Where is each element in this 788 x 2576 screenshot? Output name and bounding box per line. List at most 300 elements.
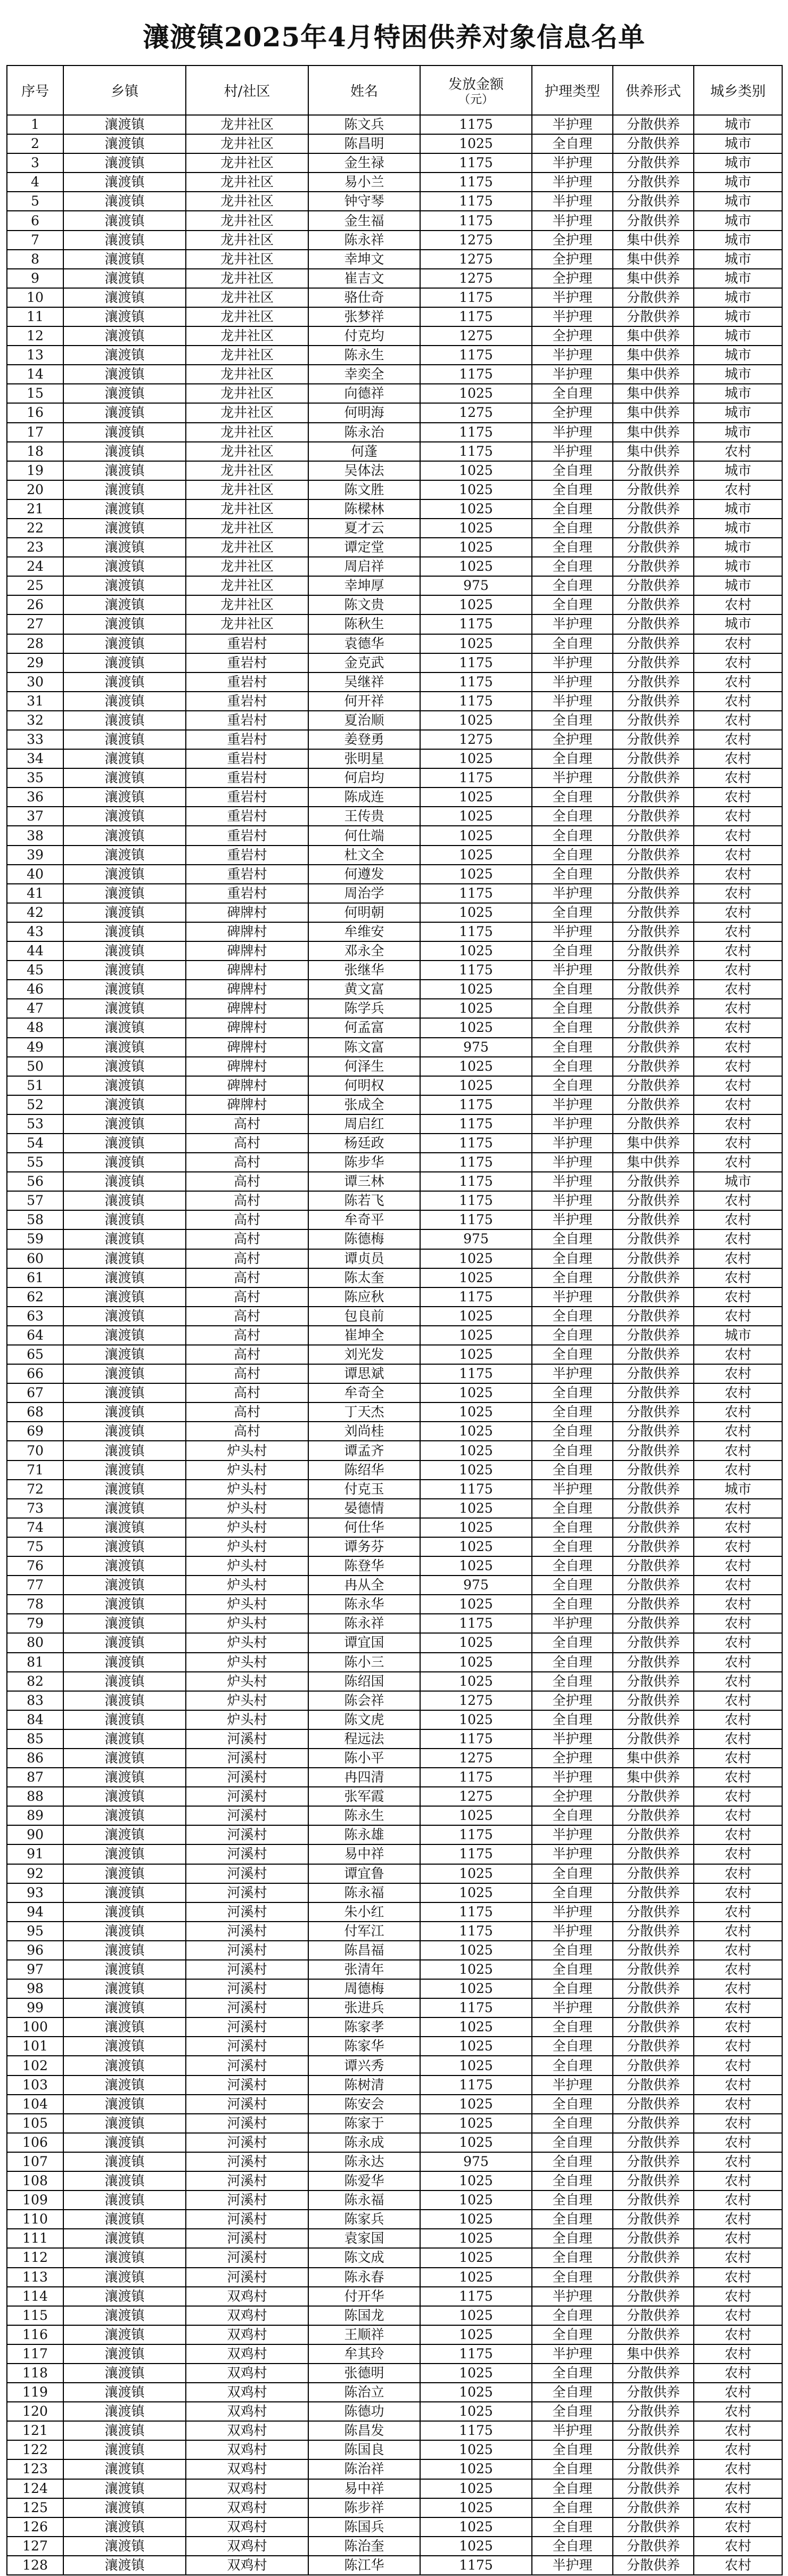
cell-care-type: 全自理 bbox=[532, 1268, 613, 1287]
cell-name: 陈治祥 bbox=[308, 2459, 420, 2479]
cell-care-type: 全自理 bbox=[532, 1710, 613, 1729]
cell-town: 瀼渡镇 bbox=[63, 384, 186, 403]
cell-village: 高村 bbox=[186, 1383, 308, 1402]
cell-support-form: 分散供养 bbox=[613, 1998, 694, 2017]
cell-support-form: 集中供养 bbox=[613, 1134, 694, 1153]
cell-town: 瀼渡镇 bbox=[63, 634, 186, 653]
cell-village: 龙井社区 bbox=[186, 480, 308, 499]
cell-town: 瀼渡镇 bbox=[63, 980, 186, 999]
cell-support-form: 分散供养 bbox=[613, 1710, 694, 1729]
cell-area-type: 农村 bbox=[694, 1441, 782, 1460]
cell-name: 陈家孝 bbox=[308, 2017, 420, 2037]
cell-seq: 101 bbox=[7, 2037, 63, 2056]
cell-name: 谭兴秀 bbox=[308, 2056, 420, 2075]
header-town: 乡镇 bbox=[63, 65, 186, 115]
table-row bbox=[7, 1480, 782, 1499]
cell-seq: 1 bbox=[7, 115, 63, 134]
cell-area-type: 农村 bbox=[694, 1114, 782, 1134]
cell-care-type: 全自理 bbox=[532, 519, 613, 538]
cell-care-type: 全自理 bbox=[532, 2017, 613, 2037]
cell-seq: 25 bbox=[7, 576, 63, 595]
cell-area-type: 农村 bbox=[694, 941, 782, 961]
table-row bbox=[7, 1095, 782, 1114]
table-row bbox=[7, 1229, 782, 1249]
cell-area-type: 农村 bbox=[694, 865, 782, 884]
cell-seq: 113 bbox=[7, 2268, 63, 2287]
cell-town: 瀼渡镇 bbox=[63, 2421, 186, 2440]
cell-town: 瀼渡镇 bbox=[63, 2498, 186, 2517]
cell-name: 张德明 bbox=[308, 2364, 420, 2383]
cell-care-type: 全自理 bbox=[532, 634, 613, 653]
cell-care-type: 半护理 bbox=[532, 346, 613, 365]
cell-care-type: 全自理 bbox=[532, 787, 613, 807]
cell-village: 双鸡村 bbox=[186, 2344, 308, 2364]
cell-village: 河溪村 bbox=[186, 1768, 308, 1787]
cell-name: 包良前 bbox=[308, 1307, 420, 1326]
cell-support-form: 集中供养 bbox=[613, 2344, 694, 2364]
cell-town: 瀼渡镇 bbox=[63, 2017, 186, 2037]
cell-village: 重岩村 bbox=[186, 787, 308, 807]
cell-name: 谭宜国 bbox=[308, 1633, 420, 1652]
table-row bbox=[7, 2556, 782, 2575]
cell-seq: 109 bbox=[7, 2191, 63, 2210]
table-row bbox=[7, 2248, 782, 2267]
cell-care-type: 半护理 bbox=[532, 307, 613, 326]
cell-seq: 59 bbox=[7, 1229, 63, 1249]
cell-support-form: 集中供养 bbox=[613, 1768, 694, 1787]
cell-town: 瀼渡镇 bbox=[63, 2517, 186, 2537]
table-row bbox=[7, 499, 782, 519]
table-row bbox=[7, 1806, 782, 1825]
cell-support-form: 分散供养 bbox=[613, 1364, 694, 1383]
cell-support-form: 分散供养 bbox=[613, 2402, 694, 2421]
cell-support-form: 分散供养 bbox=[613, 1979, 694, 1998]
cell-area-type: 城市 bbox=[694, 288, 782, 307]
cell-seq: 43 bbox=[7, 922, 63, 941]
cell-area-type: 农村 bbox=[694, 1960, 782, 1979]
cell-care-type: 半护理 bbox=[532, 672, 613, 692]
cell-name: 钟守琴 bbox=[308, 192, 420, 211]
cell-name: 付克均 bbox=[308, 326, 420, 346]
cell-care-type: 全自理 bbox=[532, 2229, 613, 2248]
cell-support-form: 分散供养 bbox=[613, 1691, 694, 1710]
cell-seq: 16 bbox=[7, 403, 63, 422]
cell-village: 双鸡村 bbox=[186, 2287, 308, 2306]
cell-area-type: 农村 bbox=[694, 1537, 782, 1556]
cell-care-type: 全自理 bbox=[532, 1941, 613, 1960]
cell-name: 张进兵 bbox=[308, 1998, 420, 2017]
cell-support-form: 分散供养 bbox=[613, 2095, 694, 2114]
cell-name: 陈步华 bbox=[308, 1153, 420, 1172]
cell-care-type: 全自理 bbox=[532, 2479, 613, 2498]
cell-amount: 1025 bbox=[420, 1076, 532, 1095]
cell-village: 高村 bbox=[186, 1229, 308, 1249]
cell-village: 河溪村 bbox=[186, 1883, 308, 1902]
cell-village: 河溪村 bbox=[186, 2171, 308, 2191]
cell-amount: 1025 bbox=[420, 2517, 532, 2537]
cell-seq: 65 bbox=[7, 1345, 63, 1364]
cell-area-type: 农村 bbox=[694, 2537, 782, 2556]
cell-town: 瀼渡镇 bbox=[63, 153, 186, 173]
cell-seq: 29 bbox=[7, 653, 63, 672]
cell-seq: 39 bbox=[7, 846, 63, 865]
cell-area-type: 农村 bbox=[694, 2402, 782, 2421]
cell-name: 易中祥 bbox=[308, 1844, 420, 1864]
cell-support-form: 分散供养 bbox=[613, 653, 694, 672]
cell-care-type: 全自理 bbox=[532, 980, 613, 999]
cell-support-form: 分散供养 bbox=[613, 1499, 694, 1518]
cell-town: 瀼渡镇 bbox=[63, 1364, 186, 1383]
cell-area-type: 农村 bbox=[694, 1614, 782, 1633]
cell-support-form: 集中供养 bbox=[613, 269, 694, 288]
cell-name: 易小兰 bbox=[308, 173, 420, 192]
cell-support-form: 分散供养 bbox=[613, 672, 694, 692]
cell-care-type: 半护理 bbox=[532, 1114, 613, 1134]
cell-care-type: 全自理 bbox=[532, 2210, 613, 2229]
cell-village: 炉头村 bbox=[186, 1614, 308, 1633]
cell-amount: 1175 bbox=[420, 1922, 532, 1941]
cell-name: 谭定堂 bbox=[308, 538, 420, 557]
cell-care-type: 全自理 bbox=[532, 557, 613, 576]
table-row bbox=[7, 2383, 782, 2402]
cell-name: 骆仕奇 bbox=[308, 288, 420, 307]
cell-town: 瀼渡镇 bbox=[63, 1134, 186, 1153]
cell-area-type: 农村 bbox=[694, 1307, 782, 1326]
cell-seq: 67 bbox=[7, 1383, 63, 1402]
cell-care-type: 半护理 bbox=[532, 2421, 613, 2440]
cell-town: 瀼渡镇 bbox=[63, 2537, 186, 2556]
cell-village: 龙井社区 bbox=[186, 231, 308, 250]
cell-town: 瀼渡镇 bbox=[63, 941, 186, 961]
cell-support-form: 分散供养 bbox=[613, 749, 694, 768]
cell-area-type: 农村 bbox=[694, 1383, 782, 1402]
cell-village: 河溪村 bbox=[186, 1960, 308, 1979]
cell-town: 瀼渡镇 bbox=[63, 1633, 186, 1652]
cell-seq: 51 bbox=[7, 1076, 63, 1095]
cell-seq: 13 bbox=[7, 346, 63, 365]
cell-amount: 1175 bbox=[420, 1480, 532, 1499]
cell-village: 龙井社区 bbox=[186, 384, 308, 403]
cell-area-type: 农村 bbox=[694, 1461, 782, 1480]
cell-town: 瀼渡镇 bbox=[63, 2210, 186, 2229]
cell-support-form: 分散供养 bbox=[613, 807, 694, 826]
cell-town: 瀼渡镇 bbox=[63, 1672, 186, 1691]
cell-area-type: 农村 bbox=[694, 1556, 782, 1576]
cell-town: 瀼渡镇 bbox=[63, 250, 186, 269]
cell-area-type: 农村 bbox=[694, 1422, 782, 1441]
cell-care-type: 半护理 bbox=[532, 653, 613, 672]
cell-seq: 123 bbox=[7, 2459, 63, 2479]
table-row bbox=[7, 1364, 782, 1383]
cell-amount: 1175 bbox=[420, 423, 532, 442]
cell-amount: 1175 bbox=[420, 192, 532, 211]
table-row bbox=[7, 2152, 782, 2171]
cell-amount: 1025 bbox=[420, 1383, 532, 1402]
cell-support-form: 分散供养 bbox=[613, 1922, 694, 1941]
cell-seq: 36 bbox=[7, 787, 63, 807]
cell-area-type: 农村 bbox=[694, 2210, 782, 2229]
cell-name: 谭思斌 bbox=[308, 1364, 420, 1383]
cell-care-type: 全护理 bbox=[532, 231, 613, 250]
table-row bbox=[7, 1691, 782, 1710]
cell-village: 河溪村 bbox=[186, 1806, 308, 1825]
cell-town: 瀼渡镇 bbox=[63, 1537, 186, 1556]
cell-amount: 1275 bbox=[420, 403, 532, 422]
table-row bbox=[7, 922, 782, 941]
cell-village: 龙井社区 bbox=[186, 115, 308, 134]
cell-seq: 78 bbox=[7, 1595, 63, 1614]
cell-support-form: 集中供养 bbox=[613, 1749, 694, 1768]
cell-care-type: 全自理 bbox=[532, 1518, 613, 1537]
cell-support-form: 分散供养 bbox=[613, 595, 694, 614]
cell-area-type: 城市 bbox=[694, 173, 782, 192]
cell-care-type: 全自理 bbox=[532, 134, 613, 153]
cell-amount: 1025 bbox=[420, 2191, 532, 2210]
cell-village: 龙井社区 bbox=[186, 346, 308, 365]
cell-seq: 8 bbox=[7, 250, 63, 269]
cell-amount: 1175 bbox=[420, 922, 532, 941]
cell-town: 瀼渡镇 bbox=[63, 2268, 186, 2287]
cell-amount: 1175 bbox=[420, 1153, 532, 1172]
table-row bbox=[7, 1076, 782, 1095]
cell-town: 瀼渡镇 bbox=[63, 2056, 186, 2075]
cell-name: 张成全 bbox=[308, 1095, 420, 1114]
cell-area-type: 城市 bbox=[694, 307, 782, 326]
cell-care-type: 全护理 bbox=[532, 1691, 613, 1710]
cell-name: 何明朝 bbox=[308, 903, 420, 922]
cell-care-type: 全自理 bbox=[532, 2402, 613, 2421]
cell-amount: 1025 bbox=[420, 634, 532, 653]
cell-name: 黄文富 bbox=[308, 980, 420, 999]
cell-care-type: 半护理 bbox=[532, 1364, 613, 1383]
cell-amount: 1025 bbox=[420, 1979, 532, 1998]
cell-name: 张梦祥 bbox=[308, 307, 420, 326]
header-name: 姓名 bbox=[308, 65, 420, 115]
cell-name: 吴体法 bbox=[308, 461, 420, 480]
cell-area-type: 城市 bbox=[694, 1326, 782, 1345]
cell-area-type: 农村 bbox=[694, 1941, 782, 1960]
cell-name: 陈永成 bbox=[308, 2133, 420, 2152]
cell-amount: 1175 bbox=[420, 1134, 532, 1153]
table-row bbox=[7, 1114, 782, 1134]
cell-village: 高村 bbox=[186, 1364, 308, 1383]
cell-town: 瀼渡镇 bbox=[63, 1614, 186, 1633]
cell-village: 龙井社区 bbox=[186, 269, 308, 288]
table-row bbox=[7, 768, 782, 787]
cell-seq: 72 bbox=[7, 1480, 63, 1499]
cell-support-form: 分散供养 bbox=[613, 1960, 694, 1979]
cell-seq: 19 bbox=[7, 461, 63, 480]
cell-town: 瀼渡镇 bbox=[63, 1229, 186, 1249]
cell-support-form: 分散供养 bbox=[613, 941, 694, 961]
cell-care-type: 全自理 bbox=[532, 1883, 613, 1902]
cell-name: 陈成连 bbox=[308, 787, 420, 807]
cell-village: 双鸡村 bbox=[186, 2383, 308, 2402]
cell-amount: 975 bbox=[420, 576, 532, 595]
cell-town: 瀼渡镇 bbox=[63, 672, 186, 692]
cell-care-type: 全自理 bbox=[532, 2268, 613, 2287]
cell-support-form: 分散供养 bbox=[613, 1268, 694, 1287]
cell-village: 重岩村 bbox=[186, 730, 308, 749]
cell-town: 瀼渡镇 bbox=[63, 1902, 186, 1922]
cell-seq: 46 bbox=[7, 980, 63, 999]
cell-care-type: 全自理 bbox=[532, 2325, 613, 2344]
cell-name: 朱小红 bbox=[308, 1902, 420, 1922]
cell-village: 高村 bbox=[186, 1134, 308, 1153]
cell-support-form: 分散供养 bbox=[613, 1383, 694, 1402]
cell-care-type: 全自理 bbox=[532, 595, 613, 614]
cell-area-type: 农村 bbox=[694, 1749, 782, 1768]
cell-village: 双鸡村 bbox=[186, 2306, 308, 2325]
cell-amount: 1025 bbox=[420, 1518, 532, 1537]
cell-amount: 1025 bbox=[420, 1653, 532, 1672]
cell-area-type: 城市 bbox=[694, 1172, 782, 1191]
cell-village: 重岩村 bbox=[186, 826, 308, 845]
cell-town: 瀼渡镇 bbox=[63, 2325, 186, 2344]
cell-seq: 86 bbox=[7, 1749, 63, 1768]
cell-seq: 56 bbox=[7, 1172, 63, 1191]
cell-name: 陈家兵 bbox=[308, 2210, 420, 2229]
table-row bbox=[7, 2056, 782, 2075]
table-row bbox=[7, 2364, 782, 2383]
cell-village: 炉头村 bbox=[186, 1461, 308, 1480]
cell-town: 瀼渡镇 bbox=[63, 1172, 186, 1191]
cell-amount: 1025 bbox=[420, 134, 532, 153]
cell-town: 瀼渡镇 bbox=[63, 826, 186, 845]
cell-village: 炉头村 bbox=[186, 1576, 308, 1595]
table-row bbox=[7, 1441, 782, 1460]
cell-area-type: 农村 bbox=[694, 1018, 782, 1037]
cell-amount: 1025 bbox=[420, 1307, 532, 1326]
cell-support-form: 分散供养 bbox=[613, 884, 694, 903]
cell-amount: 1175 bbox=[420, 173, 532, 192]
cell-name: 幸奕全 bbox=[308, 365, 420, 384]
table-row bbox=[7, 653, 782, 672]
cell-area-type: 农村 bbox=[694, 1268, 782, 1287]
cell-name: 陈昌福 bbox=[308, 1941, 420, 1960]
cell-town: 瀼渡镇 bbox=[63, 653, 186, 672]
cell-support-form: 分散供养 bbox=[613, 1287, 694, 1307]
cell-care-type: 半护理 bbox=[532, 1844, 613, 1864]
cell-name: 丁天杰 bbox=[308, 1402, 420, 1422]
cell-area-type: 城市 bbox=[694, 231, 782, 250]
cell-village: 重岩村 bbox=[186, 865, 308, 884]
table-row bbox=[7, 1729, 782, 1749]
cell-care-type: 全自理 bbox=[532, 711, 613, 730]
cell-support-form: 分散供养 bbox=[613, 1210, 694, 1229]
cell-care-type: 半护理 bbox=[532, 1095, 613, 1114]
cell-village: 高村 bbox=[186, 1191, 308, 1210]
cell-town: 瀼渡镇 bbox=[63, 1806, 186, 1825]
cell-amount: 1025 bbox=[420, 1345, 532, 1364]
cell-amount: 1025 bbox=[420, 807, 532, 826]
cell-amount: 1175 bbox=[420, 1114, 532, 1134]
cell-seq: 99 bbox=[7, 1998, 63, 2017]
cell-support-form: 分散供养 bbox=[613, 1787, 694, 1806]
cell-name: 何仕华 bbox=[308, 1518, 420, 1537]
cell-village: 龙井社区 bbox=[186, 576, 308, 595]
cell-area-type: 农村 bbox=[694, 826, 782, 845]
cell-name: 陈永华 bbox=[308, 1595, 420, 1614]
cell-town: 瀼渡镇 bbox=[63, 2171, 186, 2191]
cell-area-type: 农村 bbox=[694, 1729, 782, 1749]
cell-area-type: 农村 bbox=[694, 2268, 782, 2287]
cell-amount: 1025 bbox=[420, 557, 532, 576]
cell-name: 周启红 bbox=[308, 1114, 420, 1134]
cell-village: 河溪村 bbox=[186, 1941, 308, 1960]
cell-area-type: 农村 bbox=[694, 2133, 782, 2152]
cell-seq: 70 bbox=[7, 1441, 63, 1460]
cell-seq: 108 bbox=[7, 2171, 63, 2191]
cell-seq: 80 bbox=[7, 1633, 63, 1652]
cell-area-type: 农村 bbox=[694, 768, 782, 787]
cell-town: 瀼渡镇 bbox=[63, 519, 186, 538]
cell-area-type: 农村 bbox=[694, 787, 782, 807]
cell-area-type: 农村 bbox=[694, 730, 782, 749]
cell-support-form: 分散供养 bbox=[613, 1076, 694, 1095]
cell-town: 瀼渡镇 bbox=[63, 461, 186, 480]
cell-care-type: 全自理 bbox=[532, 807, 613, 826]
cell-support-form: 分散供养 bbox=[613, 1883, 694, 1902]
cell-amount: 1025 bbox=[420, 1960, 532, 1979]
cell-care-type: 全自理 bbox=[532, 461, 613, 480]
cell-care-type: 半护理 bbox=[532, 1768, 613, 1787]
cell-amount: 1175 bbox=[420, 288, 532, 307]
cell-seq: 18 bbox=[7, 442, 63, 461]
cell-amount: 1175 bbox=[420, 884, 532, 903]
cell-name: 陈永达 bbox=[308, 2152, 420, 2171]
cell-village: 高村 bbox=[186, 1287, 308, 1307]
cell-support-form: 分散供养 bbox=[613, 2152, 694, 2171]
cell-care-type: 半护理 bbox=[532, 115, 613, 134]
cell-name: 陈永春 bbox=[308, 2268, 420, 2287]
cell-area-type: 农村 bbox=[694, 480, 782, 499]
cell-support-form: 分散供养 bbox=[613, 2248, 694, 2267]
cell-village: 龙井社区 bbox=[186, 250, 308, 269]
cell-name: 何开祥 bbox=[308, 692, 420, 711]
cell-seq: 117 bbox=[7, 2344, 63, 2364]
cell-village: 龙井社区 bbox=[186, 499, 308, 519]
cell-town: 瀼渡镇 bbox=[63, 999, 186, 1018]
cell-area-type: 农村 bbox=[694, 1576, 782, 1595]
cell-village: 河溪村 bbox=[186, 2268, 308, 2287]
cell-care-type: 全自理 bbox=[532, 1018, 613, 1037]
cell-support-form: 分散供养 bbox=[613, 768, 694, 787]
cell-support-form: 分散供养 bbox=[613, 1844, 694, 1864]
cell-amount: 1025 bbox=[420, 480, 532, 499]
cell-care-type: 半护理 bbox=[532, 442, 613, 461]
cell-care-type: 全自理 bbox=[532, 1672, 613, 1691]
cell-village: 碑牌村 bbox=[186, 922, 308, 941]
cell-support-form: 分散供养 bbox=[613, 1461, 694, 1480]
cell-village: 碑牌村 bbox=[186, 1095, 308, 1114]
table-row bbox=[7, 1210, 782, 1229]
table-row bbox=[7, 1749, 782, 1768]
cell-area-type: 城市 bbox=[694, 614, 782, 634]
cell-name: 陈永治 bbox=[308, 423, 420, 442]
cell-area-type: 农村 bbox=[694, 653, 782, 672]
cell-area-type: 农村 bbox=[694, 2229, 782, 2248]
cell-support-form: 分散供养 bbox=[613, 711, 694, 730]
cell-village: 双鸡村 bbox=[186, 2459, 308, 2479]
cell-support-form: 分散供养 bbox=[613, 2229, 694, 2248]
cell-name: 陈小三 bbox=[308, 1653, 420, 1672]
cell-amount: 975 bbox=[420, 1576, 532, 1595]
cell-care-type: 全自理 bbox=[532, 1595, 613, 1614]
cell-care-type: 全自理 bbox=[532, 2459, 613, 2479]
cell-village: 重岩村 bbox=[186, 768, 308, 787]
cell-seq: 92 bbox=[7, 1864, 63, 1883]
